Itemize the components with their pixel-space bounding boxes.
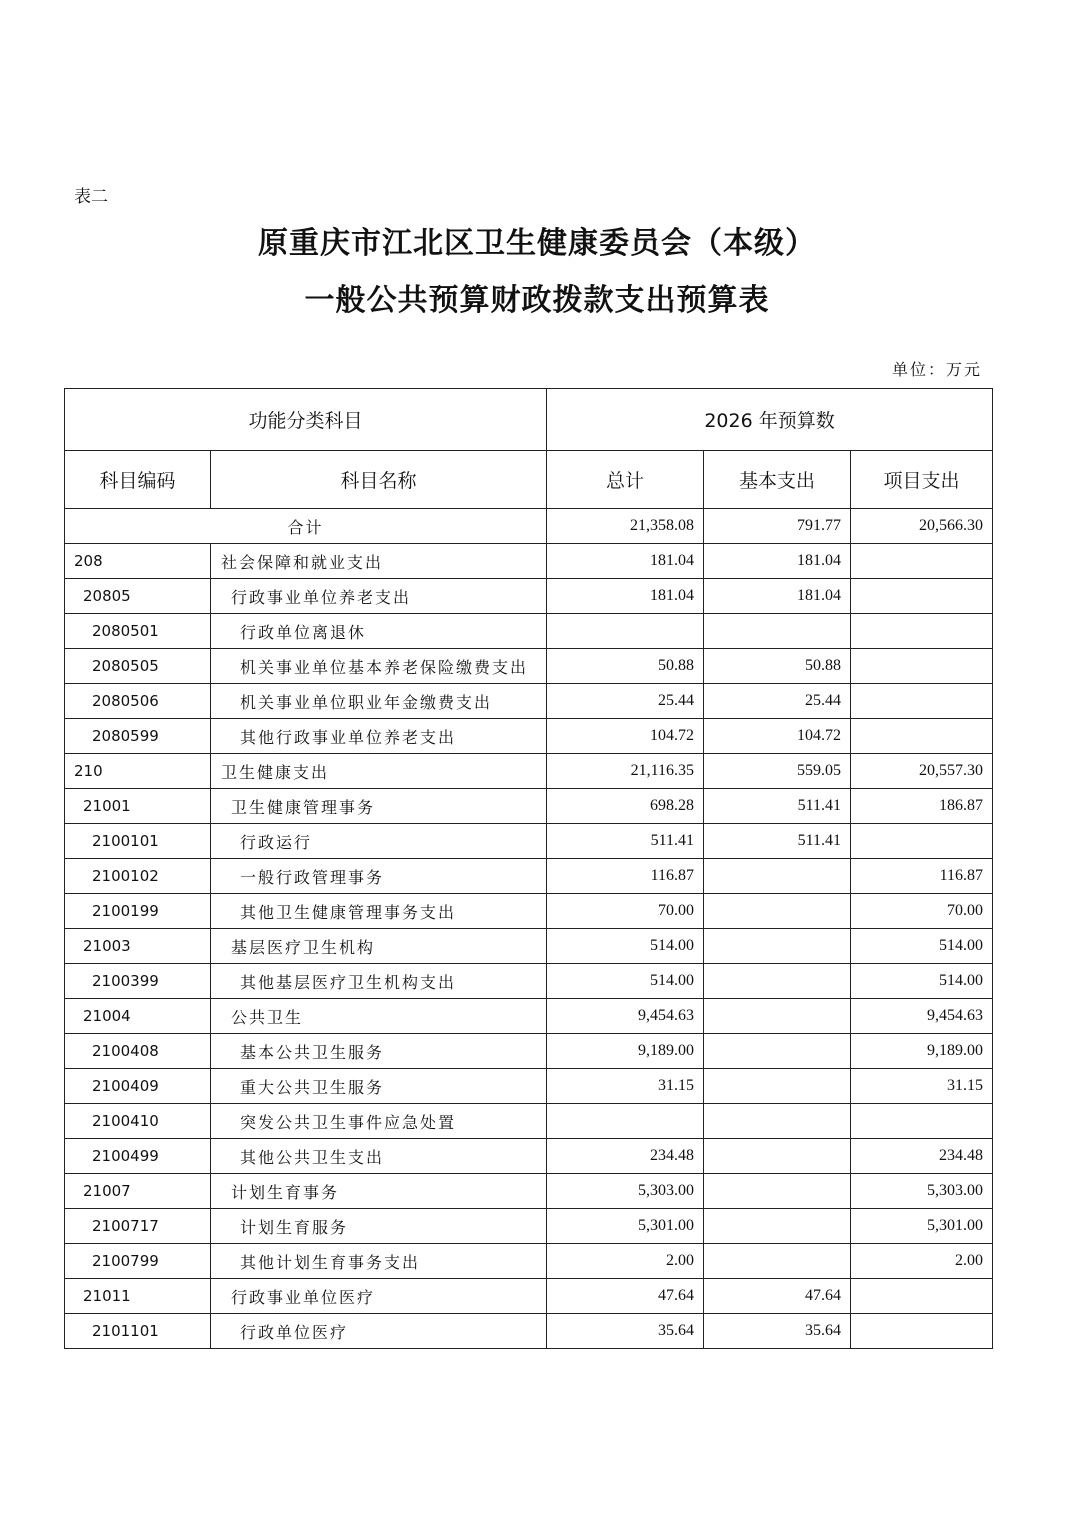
- total-cell: 47.64: [547, 1279, 704, 1314]
- basic-cell: [704, 1034, 851, 1069]
- project-cell: [851, 1279, 993, 1314]
- table-row: [65, 1069, 993, 1104]
- name-cell: 机关事业单位基本养老保险缴费支出: [211, 649, 547, 684]
- name-cell: 卫生健康支出: [211, 754, 547, 789]
- page-subtitle: 一般公共预算财政拨款支出预算表: [304, 283, 770, 318]
- project-cell: 514.00: [851, 964, 993, 999]
- header-group-row: [65, 389, 993, 451]
- code-cell: 2100399: [65, 964, 211, 999]
- basic-cell: 511.41: [704, 824, 851, 859]
- total-cell: 9,454.63: [547, 999, 704, 1034]
- table-row: [65, 544, 993, 579]
- table-row: [65, 754, 993, 789]
- code-cell: 2080599: [65, 719, 211, 754]
- total-cell: 514.00: [547, 964, 704, 999]
- table-row: [65, 1209, 993, 1244]
- header-column-row: [65, 451, 993, 509]
- name-cell: 行政单位离退休: [211, 614, 547, 649]
- code-cell: 208: [65, 544, 211, 579]
- code-cell: 2100102: [65, 859, 211, 894]
- project-cell: [851, 544, 993, 579]
- name-cell: 基层医疗卫生机构: [211, 929, 547, 964]
- header-code: 科目编码: [65, 451, 211, 509]
- table-row: [65, 824, 993, 859]
- table-row: [65, 719, 993, 754]
- basic-cell: [704, 999, 851, 1034]
- table-row: [65, 1139, 993, 1174]
- code-cell: 2100499: [65, 1139, 211, 1174]
- name-cell: 社会保障和就业支出: [211, 544, 547, 579]
- total-cell: 25.44: [547, 684, 704, 719]
- table-row: [65, 859, 993, 894]
- basic-cell: [704, 1104, 851, 1139]
- code-cell: 2101101: [65, 1314, 211, 1349]
- total-cell: [547, 614, 704, 649]
- project-cell: 70.00: [851, 894, 993, 929]
- header-name: 科目名称: [211, 451, 547, 509]
- total-cell: 9,189.00: [547, 1034, 704, 1069]
- code-cell: 2100717: [65, 1209, 211, 1244]
- basic-cell: 25.44: [704, 684, 851, 719]
- unit-note: 单位：万元: [891, 360, 982, 379]
- code-cell: 21007: [65, 1174, 211, 1209]
- code-cell: 2100410: [65, 1104, 211, 1139]
- basic-cell: [704, 1139, 851, 1174]
- name-cell: 公共卫生: [211, 999, 547, 1034]
- total-project: 20,566.30: [851, 509, 993, 544]
- total-cell: 21,116.35: [547, 754, 704, 789]
- total-cell: 181.04: [547, 544, 704, 579]
- total-cell: 5,303.00: [547, 1174, 704, 1209]
- basic-cell: [704, 1174, 851, 1209]
- basic-cell: [704, 1209, 851, 1244]
- project-cell: 514.00: [851, 929, 993, 964]
- project-cell: [851, 824, 993, 859]
- table-row: [65, 964, 993, 999]
- total-label: 合计: [65, 509, 547, 544]
- basic-cell: 181.04: [704, 579, 851, 614]
- table-row: [65, 789, 993, 824]
- name-cell: 其他基层医疗卫生机构支出: [211, 964, 547, 999]
- basic-cell: 47.64: [704, 1279, 851, 1314]
- code-cell: 21011: [65, 1279, 211, 1314]
- project-cell: 116.87: [851, 859, 993, 894]
- total-cell: 511.41: [547, 824, 704, 859]
- code-cell: 2100799: [65, 1244, 211, 1279]
- table-row: [65, 1244, 993, 1279]
- name-cell: 卫生健康管理事务: [211, 789, 547, 824]
- code-cell: 2100409: [65, 1069, 211, 1104]
- header-total: 总计: [547, 451, 704, 509]
- table-row: [65, 1104, 993, 1139]
- name-cell: 机关事业单位职业年金缴费支出: [211, 684, 547, 719]
- table-label: 表二: [74, 187, 108, 207]
- basic-cell: [704, 929, 851, 964]
- project-cell: [851, 579, 993, 614]
- project-cell: 5,301.00: [851, 1209, 993, 1244]
- total-cell: 50.88: [547, 649, 704, 684]
- name-cell: 其他行政事业单位养老支出: [211, 719, 547, 754]
- project-cell: [851, 614, 993, 649]
- code-cell: 2080505: [65, 649, 211, 684]
- project-cell: 31.15: [851, 1069, 993, 1104]
- name-cell: 其他卫生健康管理事务支出: [211, 894, 547, 929]
- basic-cell: 559.05: [704, 754, 851, 789]
- name-cell: 行政事业单位医疗: [211, 1279, 547, 1314]
- total-cell: 698.28: [547, 789, 704, 824]
- total-cell: 70.00: [547, 894, 704, 929]
- project-cell: 234.48: [851, 1139, 993, 1174]
- basic-cell: 181.04: [704, 544, 851, 579]
- name-cell: 行政事业单位养老支出: [211, 579, 547, 614]
- name-cell: 计划生育事务: [211, 1174, 547, 1209]
- table-row: [65, 1314, 993, 1349]
- total-row: [65, 509, 993, 544]
- header-project: 项目支出: [851, 451, 993, 509]
- header-basic: 基本支出: [704, 451, 851, 509]
- page-title: 原重庆市江北区卫生健康委员会（本级）: [258, 226, 816, 261]
- project-cell: 2.00: [851, 1244, 993, 1279]
- total-cell: 234.48: [547, 1139, 704, 1174]
- table-row: [65, 1174, 993, 1209]
- table-row: [65, 929, 993, 964]
- total-cell: 2.00: [547, 1244, 704, 1279]
- basic-cell: [704, 1244, 851, 1279]
- project-cell: [851, 1104, 993, 1139]
- basic-cell: 35.64: [704, 1314, 851, 1349]
- total-cell: [547, 1104, 704, 1139]
- basic-cell: [704, 964, 851, 999]
- total-basic: 791.77: [704, 509, 851, 544]
- name-cell: 突发公共卫生事件应急处置: [211, 1104, 547, 1139]
- name-cell: 行政运行: [211, 824, 547, 859]
- project-cell: 9,189.00: [851, 1034, 993, 1069]
- basic-cell: [704, 1069, 851, 1104]
- basic-cell: 104.72: [704, 719, 851, 754]
- table-row: [65, 684, 993, 719]
- project-cell: 9,454.63: [851, 999, 993, 1034]
- header-function-category: 功能分类科目: [65, 389, 547, 451]
- code-cell: 2100199: [65, 894, 211, 929]
- total-cell: 104.72: [547, 719, 704, 754]
- table-row: [65, 649, 993, 684]
- name-cell: 其他计划生育事务支出: [211, 1244, 547, 1279]
- total-cell: 116.87: [547, 859, 704, 894]
- total-total: 21,358.08: [547, 509, 704, 544]
- table-row: [65, 1279, 993, 1314]
- name-cell: 一般行政管理事务: [211, 859, 547, 894]
- basic-cell: [704, 894, 851, 929]
- table-row: [65, 614, 993, 649]
- table-row: [65, 1034, 993, 1069]
- name-cell: 基本公共卫生服务: [211, 1034, 547, 1069]
- table-row: [65, 894, 993, 929]
- code-cell: 21001: [65, 789, 211, 824]
- project-cell: 20,557.30: [851, 754, 993, 789]
- code-cell: 2100408: [65, 1034, 211, 1069]
- code-cell: 21003: [65, 929, 211, 964]
- project-cell: 186.87: [851, 789, 993, 824]
- code-cell: 21004: [65, 999, 211, 1034]
- total-cell: 514.00: [547, 929, 704, 964]
- code-cell: 2100101: [65, 824, 211, 859]
- name-cell: 重大公共卫生服务: [211, 1069, 547, 1104]
- project-cell: [851, 684, 993, 719]
- header-budget-year: 2026 年预算数: [547, 389, 993, 451]
- project-cell: 5,303.00: [851, 1174, 993, 1209]
- project-cell: [851, 1314, 993, 1349]
- name-cell: 计划生育服务: [211, 1209, 547, 1244]
- project-cell: [851, 719, 993, 754]
- table-row: [65, 999, 993, 1034]
- project-cell: [851, 649, 993, 684]
- total-cell: 5,301.00: [547, 1209, 704, 1244]
- total-cell: 31.15: [547, 1069, 704, 1104]
- table-row: [65, 579, 993, 614]
- total-cell: 35.64: [547, 1314, 704, 1349]
- name-cell: 行政单位医疗: [211, 1314, 547, 1349]
- total-cell: 181.04: [547, 579, 704, 614]
- code-cell: 210: [65, 754, 211, 789]
- code-cell: 2080501: [65, 614, 211, 649]
- code-cell: 20805: [65, 579, 211, 614]
- name-cell: 其他公共卫生支出: [211, 1139, 547, 1174]
- basic-cell: 50.88: [704, 649, 851, 684]
- basic-cell: [704, 859, 851, 894]
- budget-table: [64, 388, 993, 1349]
- basic-cell: 511.41: [704, 789, 851, 824]
- code-cell: 2080506: [65, 684, 211, 719]
- basic-cell: [704, 614, 851, 649]
